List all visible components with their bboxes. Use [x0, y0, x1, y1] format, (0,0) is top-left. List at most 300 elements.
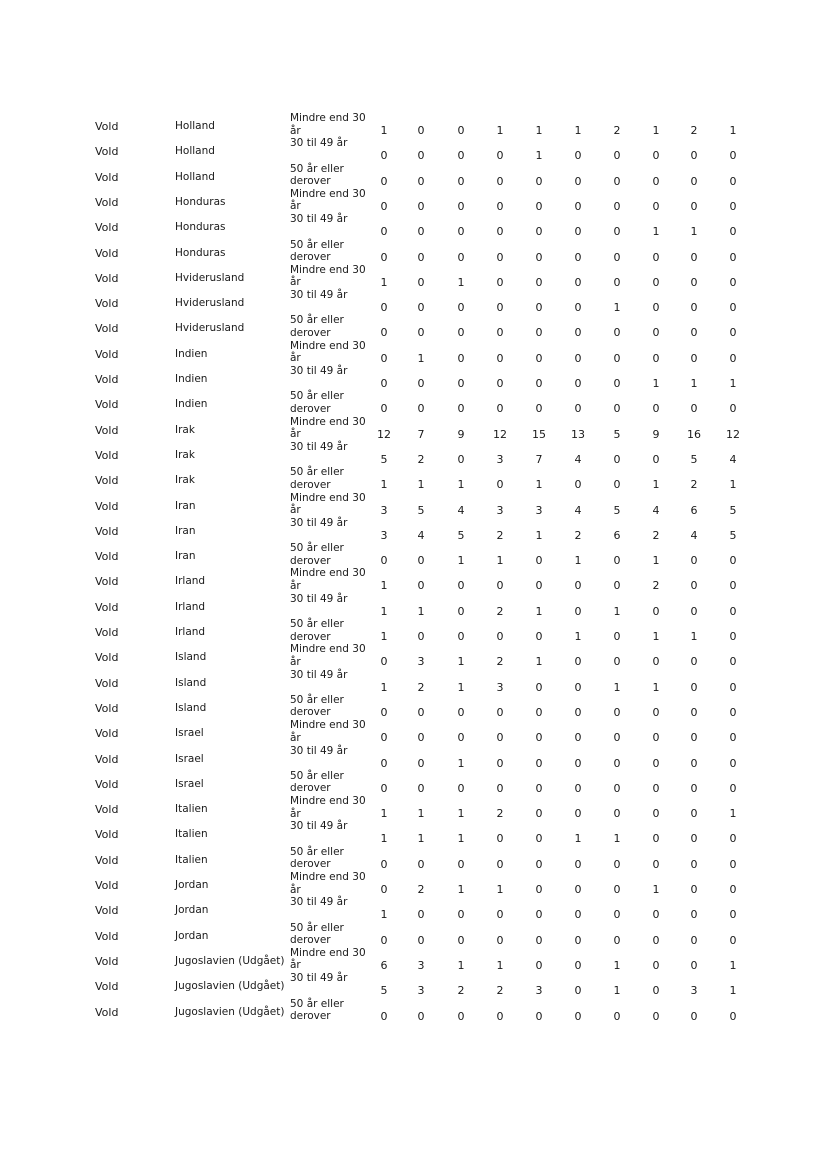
age-group-cell: 30 til 49 år: [290, 972, 348, 985]
value-cell: 1: [652, 680, 660, 694]
value-cell: 0: [496, 199, 504, 213]
value-cell: 3: [690, 984, 698, 998]
value-cell: 0: [417, 402, 425, 416]
value-cell: 0: [380, 402, 388, 416]
value-cell: 4: [417, 528, 425, 542]
value-cell: 0: [535, 1009, 543, 1023]
value-cell: 0: [535, 781, 543, 795]
value-cell: 0: [496, 402, 504, 416]
value-cell: 1: [613, 604, 621, 618]
value-cell: 0: [496, 731, 504, 745]
value-cell: 1: [417, 832, 425, 846]
country-cell: Jugoslavien (Udgået): [175, 980, 285, 993]
value-cell: 0: [652, 984, 660, 998]
value-cell: 1: [729, 984, 737, 998]
value-cell: 1: [652, 630, 660, 643]
category-cell: Vold: [95, 347, 119, 361]
value-cell: 0: [574, 1009, 582, 1023]
category-cell: Vold: [95, 954, 119, 968]
value-cell: 2: [652, 579, 660, 593]
value-cell: 0: [535, 807, 543, 821]
value-cell: 1: [417, 807, 425, 821]
value-cell: 0: [574, 984, 582, 998]
value-cell: 0: [457, 124, 465, 137]
value-cell: 1: [380, 579, 388, 593]
value-cell: 2: [496, 604, 504, 618]
age-group-cell: 50 år eller derover: [290, 997, 344, 1022]
value-cell: 0: [652, 756, 660, 770]
value-cell: 2: [417, 680, 425, 694]
value-cell: 0: [496, 908, 504, 922]
value-cell: 0: [729, 301, 737, 315]
value-cell: 0: [574, 174, 582, 188]
country-cell: Irland: [175, 600, 206, 613]
value-cell: 0: [457, 402, 465, 416]
value-cell: 0: [652, 199, 660, 213]
age-group-cell: 30 til 49 år: [290, 213, 348, 226]
value-cell: 0: [535, 958, 543, 972]
category-cell: Vold: [95, 195, 119, 209]
age-group-cell: Mindre end 30 år: [290, 491, 366, 516]
value-cell: 3: [380, 528, 388, 542]
value-cell: 0: [496, 351, 504, 365]
value-cell: 0: [729, 731, 737, 745]
value-cell: 0: [457, 731, 465, 745]
value-cell: 0: [613, 250, 621, 264]
value-cell: 0: [729, 554, 737, 568]
value-cell: 12: [493, 427, 507, 441]
country-cell: Irland: [175, 575, 206, 588]
category-cell: Vold: [95, 651, 119, 665]
value-cell: 16: [687, 427, 701, 441]
value-cell: 0: [496, 579, 504, 593]
country-cell: Island: [175, 651, 207, 664]
age-group-cell: 50 år eller derover: [290, 845, 344, 871]
value-cell: 2: [496, 807, 504, 821]
category-cell: Vold: [95, 499, 119, 513]
age-group-cell: 50 år eller derover: [290, 390, 344, 415]
value-cell: 0: [574, 275, 582, 289]
category-cell: Vold: [95, 221, 119, 235]
value-cell: 0: [613, 149, 621, 163]
age-group-cell: Mindre end 30 år: [290, 643, 366, 668]
value-cell: 0: [417, 301, 425, 315]
value-cell: 0: [613, 1009, 621, 1023]
value-cell: 7: [535, 452, 543, 466]
value-cell: 0: [380, 554, 388, 568]
value-cell: 0: [613, 579, 621, 593]
value-cell: 0: [613, 731, 621, 745]
value-cell: 0: [729, 199, 737, 213]
value-cell: 0: [690, 832, 698, 846]
value-cell: 0: [417, 149, 425, 163]
value-cell: 1: [457, 756, 465, 770]
category-cell: Vold: [95, 423, 119, 437]
value-cell: 0: [613, 199, 621, 213]
value-cell: 0: [417, 705, 425, 719]
value-cell: 0: [417, 933, 425, 947]
value-cell: 0: [574, 478, 582, 492]
value-cell: 0: [652, 250, 660, 264]
value-cell: 0: [457, 1009, 465, 1023]
category-cell: Vold: [95, 297, 119, 311]
value-cell: 0: [417, 630, 425, 643]
country-cell: Italien: [175, 853, 208, 866]
value-cell: 0: [457, 781, 465, 795]
value-cell: 0: [380, 377, 388, 390]
value-cell: 0: [690, 174, 698, 188]
value-cell: 1: [380, 832, 388, 846]
country-cell: Hviderusland: [175, 297, 245, 310]
value-cell: 0: [417, 756, 425, 770]
value-cell: 1: [496, 124, 504, 137]
value-cell: 0: [652, 275, 660, 289]
value-cell: 5: [729, 528, 737, 542]
value-cell: 0: [574, 883, 582, 896]
value-cell: 1: [729, 807, 737, 821]
value-cell: 0: [613, 655, 621, 669]
age-group-cell: Mindre end 30 år: [290, 263, 366, 289]
age-group-cell: Mindre end 30 år: [290, 112, 366, 137]
value-cell: 2: [496, 528, 504, 542]
value-cell: 0: [417, 377, 425, 390]
value-cell: 0: [652, 149, 660, 163]
value-cell: 0: [574, 731, 582, 745]
value-cell: 0: [729, 655, 737, 669]
value-cell: 1: [380, 124, 388, 137]
value-cell: 1: [380, 630, 388, 643]
value-cell: 0: [574, 326, 582, 340]
value-cell: 6: [613, 528, 621, 542]
value-cell: 15: [532, 427, 546, 441]
table-row: [0, 997, 828, 1038]
value-cell: 0: [380, 883, 388, 896]
value-cell: 0: [574, 655, 582, 669]
value-cell: 0: [574, 377, 582, 390]
value-cell: 1: [613, 301, 621, 315]
value-cell: 1: [574, 554, 582, 568]
value-cell: 0: [652, 705, 660, 719]
country-cell: Irland: [175, 626, 206, 638]
age-group-cell: 50 år eller derover: [290, 693, 344, 719]
value-cell: 1: [574, 124, 582, 137]
value-cell: 0: [417, 275, 425, 289]
value-cell: 0: [729, 326, 737, 340]
age-group-cell: 50 år eller derover: [290, 238, 344, 263]
value-cell: 0: [613, 630, 621, 643]
value-cell: 5: [613, 503, 621, 517]
value-cell: 0: [574, 250, 582, 264]
category-cell: Vold: [95, 322, 119, 336]
value-cell: 0: [574, 857, 582, 871]
value-cell: 1: [613, 984, 621, 998]
value-cell: 0: [457, 225, 465, 239]
value-cell: 0: [613, 554, 621, 568]
value-cell: 0: [574, 680, 582, 694]
country-cell: Israel: [175, 752, 204, 765]
age-group-cell: 30 til 49 år: [290, 365, 348, 377]
value-cell: 0: [613, 933, 621, 947]
value-cell: 1: [457, 275, 465, 289]
value-cell: 0: [652, 933, 660, 947]
value-cell: 0: [652, 1009, 660, 1023]
value-cell: 1: [457, 883, 465, 896]
value-cell: 0: [652, 832, 660, 846]
value-cell: 0: [535, 579, 543, 593]
value-cell: 0: [729, 579, 737, 593]
value-cell: 1: [457, 478, 465, 492]
value-cell: 0: [574, 225, 582, 239]
value-cell: 0: [535, 174, 543, 188]
age-group-cell: 50 år eller derover: [290, 921, 344, 947]
value-cell: 0: [417, 199, 425, 213]
value-cell: 0: [613, 908, 621, 922]
age-group-cell: 30 til 49 år: [290, 668, 348, 681]
value-cell: 0: [690, 883, 698, 896]
value-cell: 4: [690, 528, 698, 542]
value-cell: 1: [457, 807, 465, 821]
value-cell: 0: [535, 275, 543, 289]
value-cell: 0: [496, 1009, 504, 1023]
value-cell: 0: [535, 933, 543, 947]
value-cell: 3: [417, 984, 425, 998]
value-cell: 0: [574, 579, 582, 593]
value-cell: 0: [574, 807, 582, 821]
value-cell: 12: [377, 427, 391, 441]
value-cell: 5: [457, 528, 465, 542]
value-cell: 1: [380, 604, 388, 618]
age-group-cell: 30 til 49 år: [290, 744, 348, 757]
value-cell: 5: [613, 427, 621, 441]
value-cell: 0: [729, 351, 737, 365]
country-cell: Hviderusland: [175, 271, 245, 284]
value-cell: 12: [726, 427, 740, 441]
value-cell: 0: [690, 326, 698, 340]
age-group-cell: 50 år eller derover: [290, 769, 344, 795]
value-cell: 2: [496, 655, 504, 669]
value-cell: 0: [690, 731, 698, 745]
value-cell: 0: [380, 174, 388, 188]
value-cell: 1: [613, 958, 621, 972]
value-cell: 1: [380, 680, 388, 694]
value-cell: 1: [652, 883, 660, 896]
country-cell: Honduras: [175, 246, 226, 259]
value-cell: 0: [496, 933, 504, 947]
value-cell: 1: [729, 958, 737, 972]
category-cell: Vold: [95, 777, 119, 791]
age-group-cell: Mindre end 30 år: [290, 415, 366, 441]
value-cell: 1: [574, 630, 582, 643]
value-cell: 0: [690, 655, 698, 669]
value-cell: 0: [690, 857, 698, 871]
country-cell: Indien: [175, 398, 208, 411]
value-cell: 0: [729, 630, 737, 643]
value-cell: 2: [496, 984, 504, 998]
value-cell: 0: [729, 250, 737, 264]
value-cell: 9: [457, 427, 465, 441]
value-cell: 0: [613, 351, 621, 365]
value-cell: 1: [652, 124, 660, 137]
value-cell: 7: [417, 427, 425, 441]
value-cell: 0: [729, 832, 737, 846]
value-cell: 0: [535, 554, 543, 568]
value-cell: 0: [417, 326, 425, 340]
value-cell: 0: [380, 731, 388, 745]
category-cell: Vold: [95, 373, 119, 386]
value-cell: 0: [613, 225, 621, 239]
category-cell: Vold: [95, 803, 119, 817]
value-cell: 0: [652, 731, 660, 745]
value-cell: 0: [380, 857, 388, 871]
value-cell: 0: [613, 174, 621, 188]
category-cell: Vold: [95, 170, 119, 184]
value-cell: 5: [380, 452, 388, 466]
value-cell: 0: [535, 731, 543, 745]
value-cell: 0: [613, 326, 621, 340]
category-cell: Vold: [95, 929, 119, 943]
country-cell: Island: [175, 676, 207, 689]
category-cell: Vold: [95, 676, 119, 690]
value-cell: 0: [535, 250, 543, 264]
value-cell: 0: [457, 326, 465, 340]
value-cell: 1: [690, 377, 698, 390]
age-group-cell: 30 til 49 år: [290, 137, 348, 150]
value-cell: 3: [535, 984, 543, 998]
value-cell: 0: [457, 351, 465, 365]
value-cell: 4: [457, 503, 465, 517]
category-cell: Vold: [95, 575, 119, 589]
category-cell: Vold: [95, 271, 119, 285]
country-cell: Jordan: [175, 904, 209, 917]
category-cell: Vold: [95, 980, 119, 994]
value-cell: 0: [574, 351, 582, 365]
value-cell: 4: [574, 452, 582, 466]
category-cell: Vold: [95, 120, 119, 133]
age-group-cell: 50 år eller derover: [290, 466, 344, 491]
value-cell: 0: [652, 908, 660, 922]
age-group-cell: Mindre end 30 år: [290, 946, 366, 972]
value-cell: 0: [652, 174, 660, 188]
category-cell: Vold: [95, 727, 119, 741]
value-cell: 0: [496, 326, 504, 340]
value-cell: 1: [535, 478, 543, 492]
value-cell: 0: [574, 301, 582, 315]
value-cell: 2: [417, 452, 425, 466]
value-cell: 0: [380, 301, 388, 315]
value-cell: 0: [496, 478, 504, 492]
value-cell: 0: [457, 933, 465, 947]
value-cell: 4: [652, 503, 660, 517]
value-cell: 1: [417, 604, 425, 618]
value-cell: 0: [417, 908, 425, 922]
value-cell: 0: [535, 402, 543, 416]
value-cell: 3: [496, 452, 504, 466]
value-cell: 13: [571, 427, 585, 441]
value-cell: 0: [535, 351, 543, 365]
value-cell: 1: [417, 351, 425, 365]
country-cell: Irak: [175, 423, 195, 436]
age-group-cell: 30 til 49 år: [290, 440, 348, 453]
value-cell: 1: [496, 883, 504, 896]
value-cell: 0: [457, 579, 465, 593]
value-cell: 0: [613, 377, 621, 390]
value-cell: 1: [613, 680, 621, 694]
value-cell: 0: [496, 301, 504, 315]
value-cell: 1: [574, 832, 582, 846]
age-group-cell: 50 år eller derover: [290, 162, 344, 188]
value-cell: 0: [729, 781, 737, 795]
value-cell: 0: [690, 680, 698, 694]
value-cell: 1: [457, 680, 465, 694]
value-cell: 0: [535, 225, 543, 239]
value-cell: 0: [690, 807, 698, 821]
value-cell: 0: [613, 402, 621, 416]
category-cell: Vold: [95, 904, 119, 918]
country-cell: Iran: [175, 499, 196, 512]
value-cell: 0: [535, 908, 543, 922]
value-cell: 1: [535, 124, 543, 137]
value-cell: 0: [690, 908, 698, 922]
value-cell: 2: [457, 984, 465, 998]
value-cell: 0: [496, 275, 504, 289]
age-group-cell: Mindre end 30 år: [290, 339, 366, 365]
value-cell: 1: [380, 807, 388, 821]
value-cell: 0: [690, 705, 698, 719]
value-cell: 0: [417, 554, 425, 568]
country-cell: Honduras: [175, 221, 226, 234]
category-cell: Vold: [95, 853, 119, 867]
value-cell: 1: [457, 958, 465, 972]
value-cell: 0: [457, 604, 465, 618]
value-cell: 0: [729, 756, 737, 770]
category-cell: Vold: [95, 828, 119, 842]
value-cell: 0: [457, 174, 465, 188]
value-cell: 0: [652, 958, 660, 972]
value-cell: 3: [535, 503, 543, 517]
value-cell: 0: [535, 705, 543, 719]
category-cell: Vold: [95, 626, 119, 639]
value-cell: 0: [729, 883, 737, 896]
value-cell: 0: [729, 225, 737, 239]
value-cell: 0: [457, 377, 465, 390]
value-cell: 0: [729, 402, 737, 416]
value-cell: 0: [652, 857, 660, 871]
country-cell: Hviderusland: [175, 322, 245, 335]
value-cell: 4: [729, 452, 737, 466]
value-cell: 0: [690, 1009, 698, 1023]
value-cell: 0: [496, 857, 504, 871]
value-cell: 0: [496, 630, 504, 643]
category-cell: Vold: [95, 550, 119, 564]
value-cell: 0: [613, 781, 621, 795]
value-cell: 1: [652, 225, 660, 239]
value-cell: 0: [652, 655, 660, 669]
value-cell: 2: [417, 883, 425, 896]
country-cell: Iran: [175, 524, 196, 537]
value-cell: 2: [652, 528, 660, 542]
value-cell: 0: [380, 149, 388, 163]
country-cell: Indien: [175, 347, 208, 360]
value-cell: 0: [457, 630, 465, 643]
value-cell: 3: [496, 680, 504, 694]
value-cell: 0: [729, 857, 737, 871]
age-group-cell: 50 år eller derover: [290, 618, 344, 643]
value-cell: 2: [690, 124, 698, 137]
value-cell: 0: [535, 857, 543, 871]
value-cell: 0: [613, 883, 621, 896]
age-group-cell: 30 til 49 år: [290, 592, 348, 605]
value-cell: 2: [690, 478, 698, 492]
